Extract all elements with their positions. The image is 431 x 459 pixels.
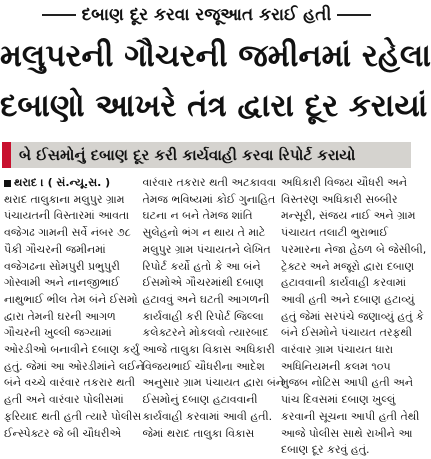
article-line: વારંવાર તકરાર થતી અટકાવવા	[142, 176, 277, 189]
article-line: વજેગઢ ગામની સર્વે નંબર ૭૮	[4, 226, 131, 240]
banner-accent-mark	[2, 142, 11, 168]
dateline	[4, 175, 132, 192]
article-line: દ્વારા તેમની ઘરની આગળ	[4, 309, 116, 323]
kicker	[0, 2, 413, 28]
article-line: ટ્રેક્ટર અને મજૂરો દ્વારા દબાણ	[281, 259, 415, 273]
kicker-rule-right	[337, 14, 371, 16]
article-line: મન્સૂરી, સંજય નાઈ અને ગ્રામ	[281, 209, 416, 223]
headline-line-1: મલુપરની ગૌચરની જમીનમાં રહેલા	[0, 38, 431, 74]
article-line: પંચાયત તલાટી ભુરાભાઈ	[281, 226, 388, 240]
dateline-text: થરાદ । ( સં.ન્યૂ.સ. )	[14, 176, 111, 189]
article-line: મુજબ નોટિસ આપી હતી અને	[281, 376, 414, 390]
article-column-1	[4, 175, 144, 441]
headline-line-2: દબાણો આખરે તંત્ર દ્વારા દૂર કરાયાં	[0, 88, 428, 124]
banner-text: બે ઈસમોનું દબાણ દૂર કરી કાર્યવાહી કરવા રિપોર્ટ કરાયો	[19, 146, 356, 164]
subheading-banner	[2, 142, 411, 168]
article-line: હતું જેમાં સરપંચે જણાવ્યું હતું કે	[281, 309, 424, 323]
article-line: થરાદ તાલુકાના મલુપુર ગ્રામ	[4, 192, 125, 206]
article-body	[4, 175, 427, 457]
article-line: ફરિયાદ થતી હતી ત્યારે પોલીસ	[4, 409, 142, 423]
article-line: રિપોર્ટ કર્યો હતો કે આ બંને	[142, 259, 261, 273]
article-line: કરવાની સૂચના આપી હતી તેથી	[281, 409, 420, 423]
article-line: ગૌચરની ખુલ્લી જગ્યામાં	[4, 326, 112, 340]
article-line: કલેક્ટરને મોકલવો ત્યારબાદ	[142, 326, 269, 340]
article-line: પરમારના નેજા હેઠળ બે જેસીબી,	[281, 242, 427, 256]
article-line: હટાવવું અને ઘટતી આગળની	[142, 292, 270, 306]
article-line: દબાણ દૂર કરવું હતું.	[281, 443, 370, 457]
article-line: જેમાં થરાદ તાલુકા વિકાસ	[142, 426, 255, 440]
article-line: બંને ઈસમોને પંચાયત તરફથી	[281, 326, 412, 340]
article-line: અનુસાર ગ્રામ પંચાયત દ્વારા બંને	[142, 376, 285, 390]
article-line: હટાવવાની કાર્યવાહી કરવામાં	[281, 276, 407, 290]
dateline-square-icon	[4, 180, 11, 187]
article-column-2	[142, 175, 285, 441]
article-line: આજે પોલીસ સાથે રાખીને આ	[281, 426, 413, 440]
article-line: અધિનિયમની કલમ ૧૦૫	[281, 359, 391, 373]
article-line: અધિકારી વિજય ચૌધરી અને	[281, 176, 408, 189]
article-line: વજેગઢના સોમપુરી પ્રભુપુરી	[4, 259, 120, 273]
article-line: નાથુભાઈ ભીલ તેમ બંને ઈસમો	[4, 292, 138, 306]
article-line: સુલેહનો ભંગ ન થાય તે માટે	[142, 226, 266, 240]
article-line: ઓરડીઓ બનાવીને દબાણ કર્યું	[4, 343, 140, 357]
article-line: વિજયભાઈ ચૌધરીના આદેશ	[142, 359, 265, 373]
article-line: ઈસમોએ ગૌચરમાંથી દબાણ	[142, 276, 264, 290]
article-line: હતું. જેમાં આ ઓરડીમાંને લઈને	[4, 359, 144, 373]
article-line: પૈકી ગૌચરની જમીનમાં	[4, 242, 106, 256]
article-line: કાર્યવાહી કરી રિપોર્ટ જિલ્લા	[142, 309, 264, 323]
article-line: કાર્યવાહી કરવામાં આવી હતી.	[142, 409, 273, 423]
article-line: આજે તાલુકા વિકાસ અધિકારી	[142, 343, 275, 357]
article-line: ગોસ્વામી અને નાનજીભાઈ	[4, 276, 120, 290]
article-line: પાંચ દિવસમાં દબાણ ખુલ્લું	[281, 393, 396, 407]
article-line: વિસ્તરણ અધિકારી સબ્બીર	[281, 192, 398, 206]
article-line: મલુપુર ગ્રામ પંચાયતને લેખિત	[142, 242, 271, 256]
article-line: ઘટના ન બને તેમજ શાંતિ	[142, 209, 253, 223]
kicker-text: દબાણ દૂર કરવા રજૂઆત કરાઈ હતી	[81, 5, 332, 25]
article-line: બંને વચ્ચે વારંવાર તકરાર થતી	[4, 376, 136, 390]
article-line: તેમજ ભવિષ્યમાં કોઈ ગુનાહિત	[142, 192, 276, 206]
article-column-3	[281, 175, 427, 457]
article-line: ઈન્સ્પેક્ટર જે બી ચૌધરીએ	[4, 426, 122, 440]
article-line: વારંવાર ગ્રામ પંચાયત ધારા	[281, 343, 394, 357]
article-line: પંચાયતની વિસ્તારમાં આવતા	[4, 209, 130, 223]
article-line: હતી અને વારંવાર પોલીસમાં	[4, 393, 124, 407]
article-line: ઈસમોનું દબાણ હટાવવાની	[142, 393, 258, 407]
kicker-rule-left	[42, 14, 76, 16]
article-line: આવી હતી અને દબાણ હટાવ્યું	[281, 292, 415, 306]
